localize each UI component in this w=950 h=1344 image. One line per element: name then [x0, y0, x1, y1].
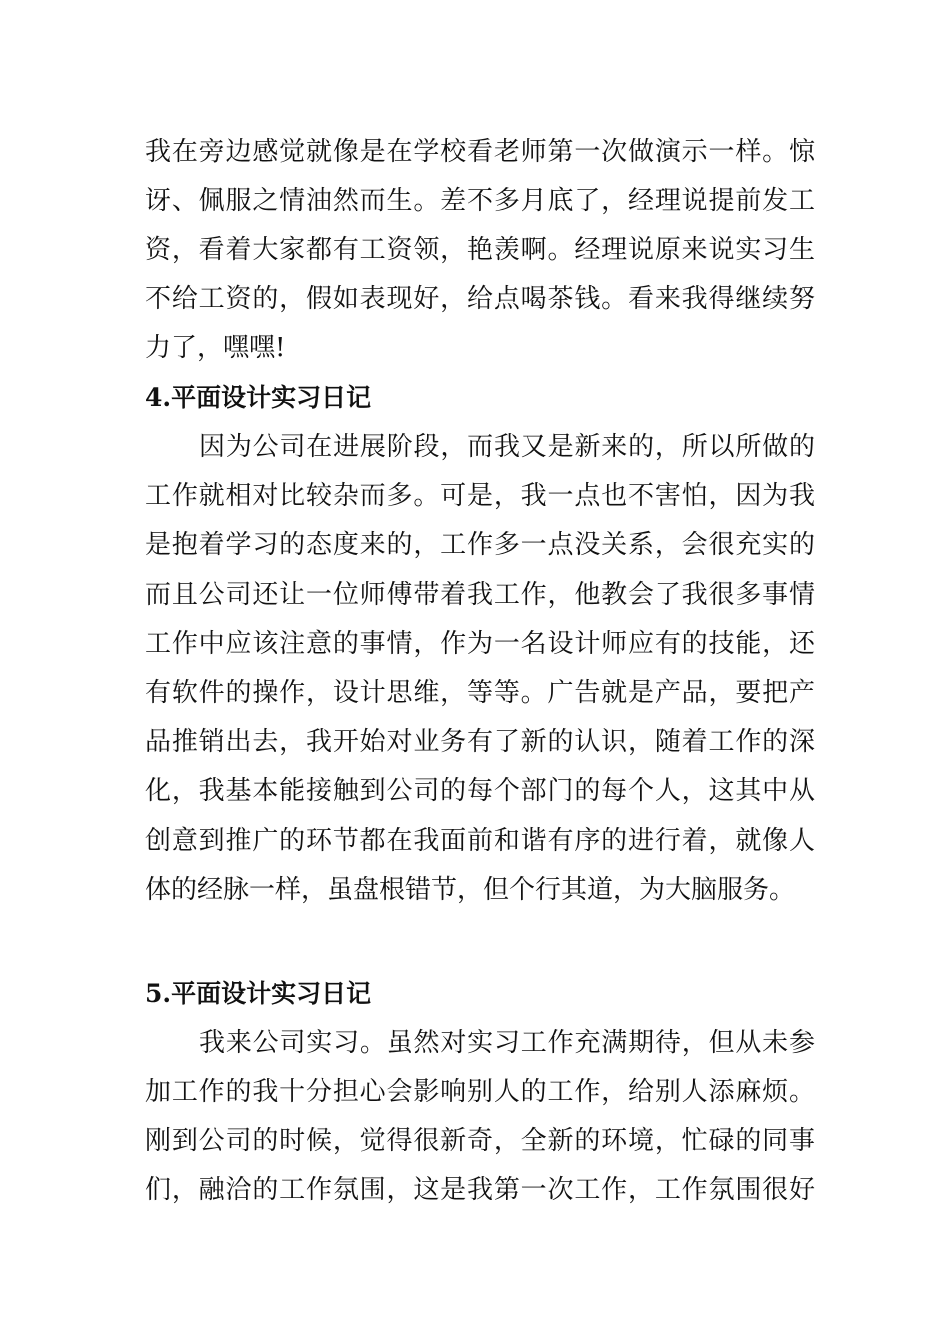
- paragraph-line: 工作中应该注意的事情，作为一名设计师应有的技能，还: [145, 629, 815, 659]
- paragraph-line: 是抱着学习的态度来的，工作多一点没关系，会很充实的: [145, 530, 815, 560]
- paragraph-line: 力了，嘿嘿!: [145, 333, 286, 363]
- paragraph-line: 我来公司实习。虽然对实习工作充满期待，但从未参: [199, 1028, 815, 1058]
- paragraph-line: 资，看着大家都有工资领，艳羡啊。经理说原来说实习生: [145, 235, 815, 265]
- paragraph-line: 有软件的操作，设计思维，等等。广告就是产品，要把产: [145, 678, 815, 708]
- paragraph-line: 讶、佩服之情油然而生。差不多月底了，经理说提前发工: [145, 186, 815, 216]
- paragraph-line: 我在旁边感觉就像是在学校看老师第一次做演示一样。惊: [145, 137, 815, 167]
- paragraph-line: 化，我基本能接触到公司的每个部门的每个人，这其中从: [145, 776, 815, 806]
- paragraph-line: 品推销出去，我开始对业务有了新的认识，随着工作的深: [145, 727, 815, 757]
- paragraph-line: 工作就相对比较杂而多。可是，我一点也不害怕，因为我: [145, 481, 815, 511]
- paragraph-line: 不给工资的，假如表现好，给点喝茶钱。看来我得继续努: [145, 284, 815, 314]
- paragraph-line: 加工作的我十分担心会影响别人的工作，给别人添麻烦。: [145, 1077, 815, 1107]
- paragraph-line: 而且公司还让一位师傅带着我工作，他教会了我很多事情: [145, 580, 815, 610]
- section-heading-4: 4.平面设计实习日记: [145, 383, 372, 412]
- paragraph-line: 因为公司在进展阶段，而我又是新来的，所以所做的: [199, 432, 815, 462]
- paragraph-line: 刚到公司的时候，觉得很新奇，全新的环境，忙碌的同事: [145, 1126, 815, 1156]
- section-heading-5: 5.平面设计实习日记: [145, 979, 372, 1008]
- paragraph-line: 体的经脉一样，虽盘根错节，但个行其道，为大脑服务。: [145, 875, 796, 905]
- paragraph-line: 们，融洽的工作氛围，这是我第一次工作，工作氛围很好: [145, 1175, 815, 1205]
- paragraph-line: 创意到推广的环节都在我面前和谐有序的进行着，就像人: [145, 826, 815, 856]
